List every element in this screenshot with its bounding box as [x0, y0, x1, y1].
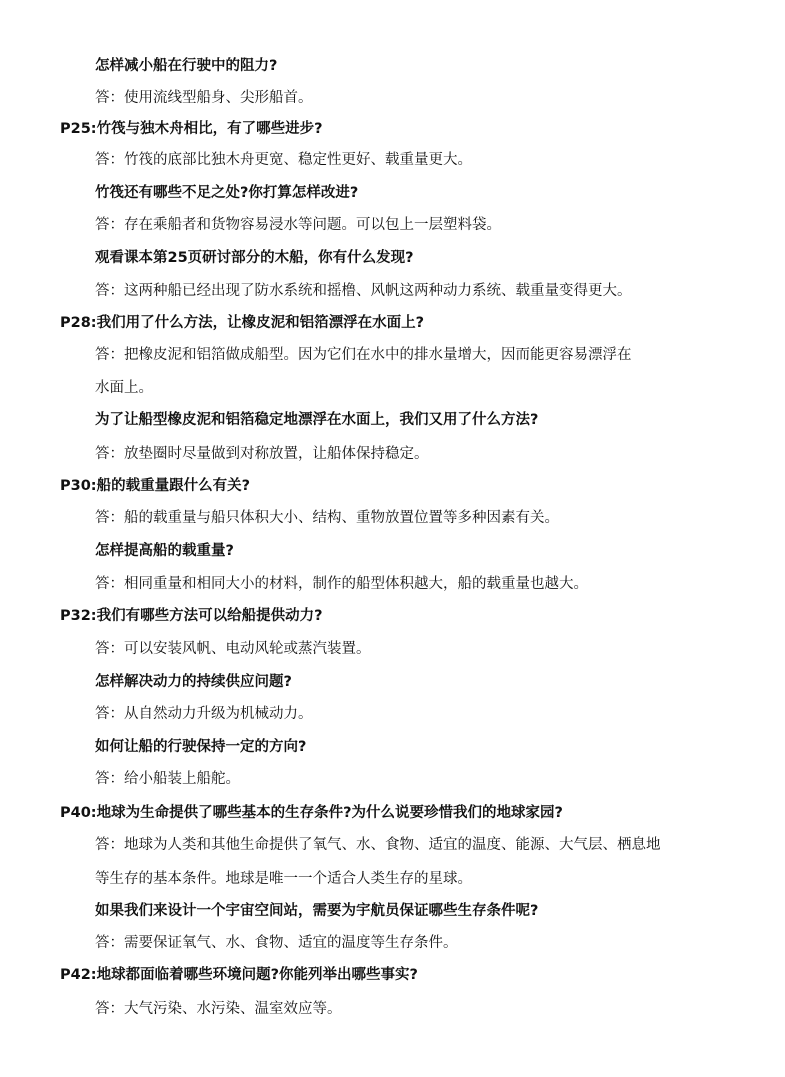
answer-text: 答：使用流线型船身、尖形船首。	[95, 90, 313, 106]
section-question: P28:我们用了什么方法，让橡皮泥和铝箔漂浮在水面上?	[60, 315, 425, 331]
question-text: 怎样减小船在行驶中的阻力?	[95, 58, 278, 74]
answer-text: 答：竹筏的底部比独木舟更宽、稳定性更好、载重量更大。	[95, 152, 472, 168]
question-text: 观看课本第25页研讨部分的木船，你有什么发现?	[95, 250, 414, 266]
question-text: 怎样解决动力的持续供应问题?	[95, 674, 292, 690]
section-question: P42:地球都面临着哪些环境问题?你能列举出哪些事实?	[60, 967, 418, 983]
section-question: P30:船的载重量跟什么有关?	[60, 478, 251, 494]
answer-text: 答：存在乘船者和货物容易浸水等问题。可以包上一层塑料袋。	[95, 217, 501, 233]
question-text: 竹筏还有哪些不足之处?你打算怎样改进?	[95, 185, 359, 201]
question-text: 如何让船的行驶保持一定的方向?	[95, 739, 307, 755]
section-question: P32:我们有哪些方法可以给船提供动力?	[60, 608, 323, 624]
answer-text: 答：把橡皮泥和铝箔做成船型。因为它们在水中的排水量增大，因而能更容易漂浮在	[95, 347, 632, 363]
question-text: 为了让船型橡皮泥和铝箔稳定地漂浮在水面上，我们又用了什么方法?	[95, 412, 539, 428]
answer-text: 答：从自然动力升级为机械动力。	[95, 706, 313, 722]
section-question: P40:地球为生命提供了哪些基本的生存条件?为什么说要珍惜我们的地球家园?	[60, 805, 563, 821]
answer-text: 答：给小船装上船舵。	[95, 771, 240, 787]
answer-text: 答：可以安装风帆、电动风轮或蒸汽装置。	[95, 641, 371, 657]
answer-text: 等生存的基本条件。地球是唯一一个适合人类生存的星球。	[95, 871, 472, 887]
question-text: 如果我们来设计一个宇宙空间站，需要为宇航员保证哪些生存条件呢?	[95, 903, 539, 919]
answer-text: 答：地球为人类和其他生命提供了氧气、水、食物、适宜的温度、能源、大气层、栖息地	[95, 837, 661, 853]
question-text: 怎样提高船的载重量?	[95, 543, 234, 559]
answer-text: 答：船的载重量与船只体积大小、结构、重物放置位置等多种因素有关。	[95, 510, 559, 526]
answer-text: 答：放垫圈时尽量做到对称放置，让船体保持稳定。	[95, 446, 429, 462]
answer-text: 答：相同重量和相同大小的材料，制作的船型体积越大，船的载重量也越大。	[95, 576, 588, 592]
answer-text: 答：这两种船已经出现了防水系统和摇橹、风帆这两种动力系统、载重量变得更大。	[95, 283, 632, 299]
answer-text: 答：大气污染、水污染、温室效应等。	[95, 1001, 342, 1017]
answer-text: 答：需要保证氧气、水、食物、适宜的温度等生存条件。	[95, 935, 458, 951]
section-question: P25:竹筏与独木舟相比，有了哪些进步?	[60, 121, 323, 137]
answer-text: 水面上。	[95, 380, 153, 396]
